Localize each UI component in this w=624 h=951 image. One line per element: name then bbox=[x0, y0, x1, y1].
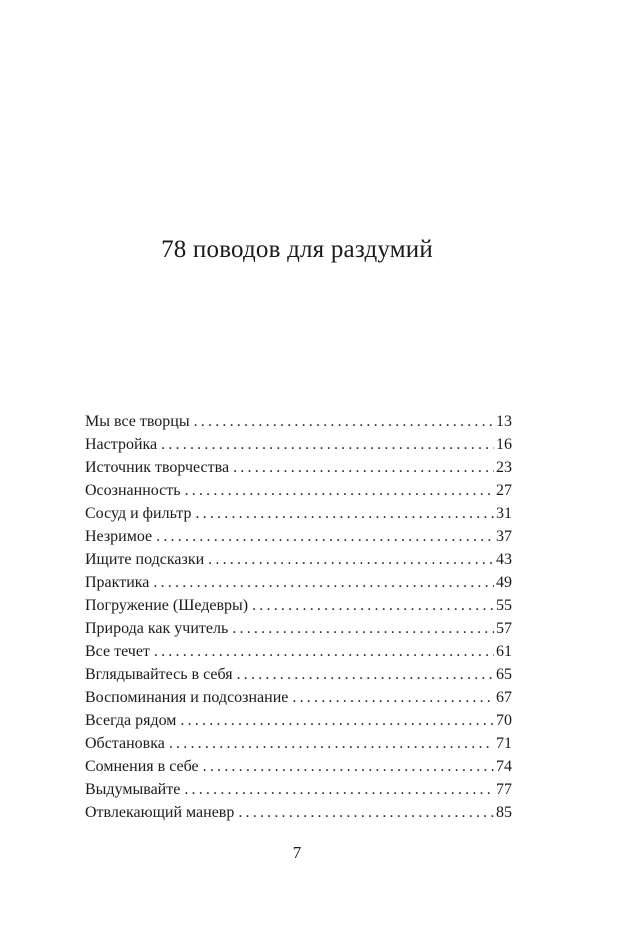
toc-dot-leader bbox=[180, 709, 494, 732]
toc-dot-leader bbox=[203, 755, 494, 778]
toc-entry-title: Мы все творцы bbox=[85, 413, 190, 430]
toc-entry-page-number: 23 bbox=[496, 459, 512, 476]
toc-entry-page-number: 70 bbox=[496, 712, 512, 729]
toc-entry-title: Всегда рядом bbox=[85, 712, 177, 729]
toc-dot-leader bbox=[153, 571, 494, 594]
toc-entry-title: Сомнения в себе bbox=[85, 758, 199, 775]
toc-entry-title: Ищите подсказки bbox=[85, 551, 205, 568]
toc-entry-page-number: 85 bbox=[496, 804, 512, 821]
toc-entry-page-number: 13 bbox=[496, 413, 512, 430]
toc-entry bbox=[85, 778, 512, 801]
toc-entry-page-number: 57 bbox=[496, 620, 512, 637]
toc-dot-leader bbox=[195, 502, 494, 525]
toc-entry-page-number: 65 bbox=[496, 666, 512, 683]
toc-entry-page-number: 77 bbox=[496, 781, 512, 798]
toc-entry-title: Источник творчества bbox=[85, 459, 230, 476]
toc-entry-page-number: 71 bbox=[496, 735, 512, 752]
toc-entry-title: Сосуд и фильтр bbox=[85, 505, 192, 522]
toc-entry bbox=[85, 456, 512, 479]
toc-entry bbox=[85, 755, 512, 778]
toc-dot-leader bbox=[233, 456, 494, 479]
toc-entry-title: Выдумывайте bbox=[85, 781, 181, 798]
toc-entry-title: Воспоминания и подсознание bbox=[85, 689, 289, 706]
page-number: 7 bbox=[292, 843, 302, 862]
toc-entry-page-number: 74 bbox=[496, 758, 512, 775]
toc-entry bbox=[85, 571, 512, 594]
toc-dot-leader bbox=[194, 410, 494, 433]
toc-dot-leader bbox=[232, 617, 494, 640]
toc-entry bbox=[85, 709, 512, 732]
toc-dot-leader bbox=[292, 686, 494, 709]
toc-entry-page-number: 49 bbox=[496, 574, 512, 591]
toc-entry-page-number: 37 bbox=[496, 528, 512, 545]
toc-dot-leader bbox=[169, 732, 494, 755]
toc-entry-title: Осознанность bbox=[85, 482, 181, 499]
toc-entry bbox=[85, 594, 512, 617]
toc-entry bbox=[85, 548, 512, 571]
toc-entry-page-number: 16 bbox=[496, 436, 512, 453]
toc-entry bbox=[85, 410, 512, 433]
toc-entry-page-number: 43 bbox=[496, 551, 512, 568]
toc-dot-leader bbox=[184, 778, 494, 801]
toc-dot-leader bbox=[237, 663, 494, 686]
page-title: 78 поводов для раздумий bbox=[161, 236, 433, 263]
toc-entry-title: Настройка bbox=[85, 436, 158, 453]
toc-entry-title: Отвлекающий маневр bbox=[85, 804, 235, 821]
toc-entry-title: Незримое bbox=[85, 528, 153, 545]
toc-dot-leader bbox=[252, 594, 494, 617]
toc-entry bbox=[85, 640, 512, 663]
toc-entry bbox=[85, 502, 512, 525]
toc-entry bbox=[85, 525, 512, 548]
toc-entry-page-number: 55 bbox=[496, 597, 512, 614]
toc-entry-page-number: 31 bbox=[496, 505, 512, 522]
toc-entry bbox=[85, 479, 512, 502]
toc-entry bbox=[85, 617, 512, 640]
toc-entry-title: Практика bbox=[85, 574, 150, 591]
toc-entry-page-number: 27 bbox=[496, 482, 512, 499]
toc-dot-leader bbox=[208, 548, 494, 571]
toc-dot-leader bbox=[156, 525, 494, 548]
toc-entry-title: Вглядывайтесь в себя bbox=[85, 666, 233, 683]
toc-entry-title: Обстановка bbox=[85, 735, 165, 752]
toc-dot-leader bbox=[185, 479, 494, 502]
toc-entry bbox=[85, 801, 512, 824]
toc-entry bbox=[85, 732, 512, 755]
toc-entry-title: Погружение (Шедевры) bbox=[85, 597, 249, 614]
toc-entry bbox=[85, 433, 512, 456]
toc-entry-page-number: 61 bbox=[496, 643, 512, 660]
toc-entry bbox=[85, 686, 512, 709]
toc-entry-title: Природа как учитель bbox=[85, 620, 229, 637]
toc-dot-leader bbox=[154, 640, 494, 663]
toc-dot-leader bbox=[238, 801, 494, 824]
toc-dot-leader bbox=[161, 433, 494, 456]
toc-entry bbox=[85, 663, 512, 686]
toc-entry-title: Все течет bbox=[85, 643, 150, 660]
table-of-contents bbox=[85, 410, 512, 824]
toc-entry-page-number: 67 bbox=[496, 689, 512, 706]
